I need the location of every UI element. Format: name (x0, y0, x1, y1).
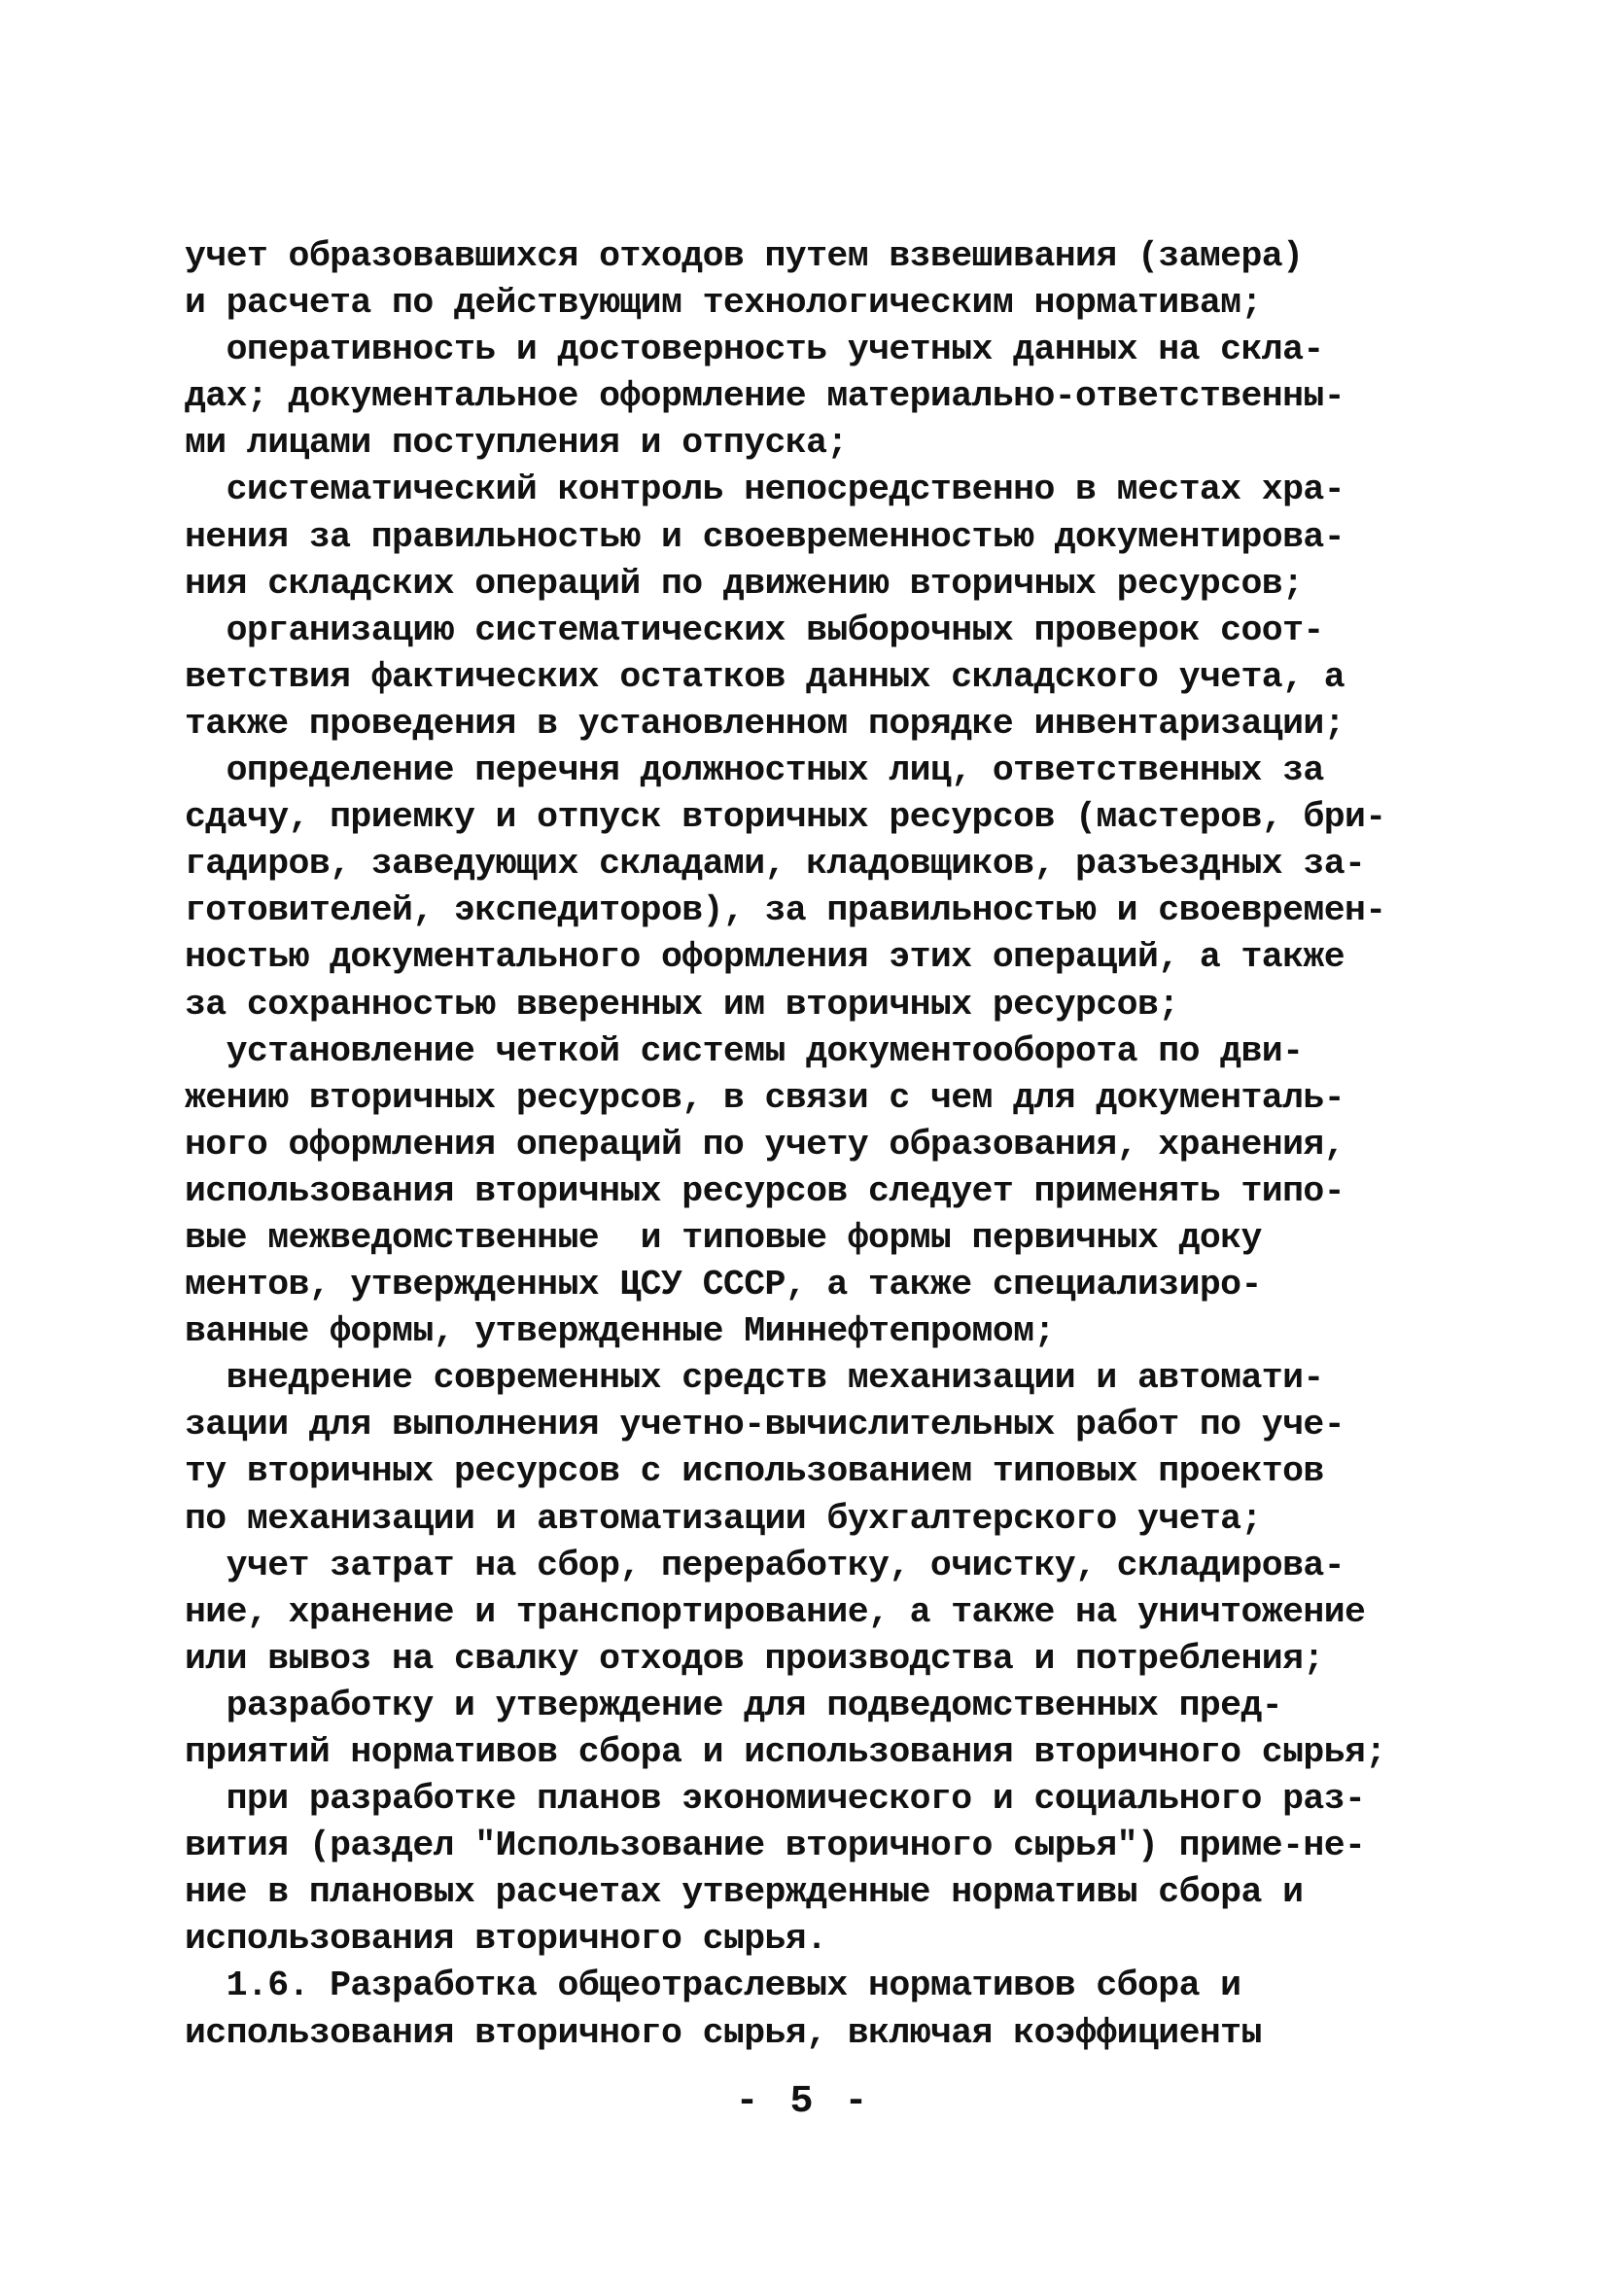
text-line: готовителей, экспедиторов), за правильностью и своевремен- (185, 890, 1386, 931)
text-line: внедрение современных средств механизации и автомати- (185, 1358, 1324, 1399)
text-line: учет образовавшихся отходов путем взвешивания (замера) (185, 236, 1304, 276)
text-line: разработку и утверждение для подведомственных пред- (185, 1685, 1283, 1725)
text-line: ми лицами поступления и отпуска; (185, 423, 848, 464)
text-line: за сохранностью вверенных им вторичных ресурсов; (185, 984, 1179, 1025)
text-line: жению вторичных ресурсов, в связи с чем для документаль- (185, 1077, 1345, 1118)
text-line: при разработке планов экономического и социального раз- (185, 1779, 1366, 1820)
text-line: приятий нормативов сбора и использования вторичного сырья; (185, 1732, 1386, 1772)
text-line: ментов, утвержденных ЦСУ СССР, а также специализиро- (185, 1265, 1262, 1305)
text-line: ветствия фактических остатков данных складского учета, а (185, 656, 1345, 697)
text-line: использования вторичного сырья. (185, 1919, 827, 1960)
text-line: и расчета по действующим технологическим нормативам; (185, 283, 1262, 324)
text-line: вые межведомственные и типовые формы первичных доку (185, 1217, 1262, 1258)
text-line: сдачу, приемку и отпуск вторичных ресурсов (мастеров, бри- (185, 797, 1386, 838)
text-line: зации для выполнения учетно-вычислительных работ по уче- (185, 1405, 1345, 1445)
text-line: систематический контроль непосредственно в местах хра- (185, 470, 1345, 510)
text-line: ние, хранение и транспортирование, а также на уничтожение (185, 1591, 1366, 1632)
text-line: гадиров, заведующих складами, кладовщиков, разъездных за- (185, 844, 1366, 885)
text-line: ние в плановых расчетах утвержденные нормативы сбора и (185, 1872, 1304, 1913)
text-line: определение перечня должностных лиц, ответственных за (185, 750, 1324, 791)
text-line: учет затрат на сбор, переработку, очистку, складирова- (185, 1545, 1345, 1585)
page-number: - 5 - (735, 2080, 872, 2124)
text-line: установление четкой системы документооборота по дви- (185, 1030, 1304, 1071)
text-line: ного оформления операций по учету образования, хранения, (185, 1124, 1345, 1165)
text-line: организацию систематических выборочных проверок соот- (185, 609, 1324, 650)
text-line: вития (раздел "Использование вторичного сырья") приме-не- (185, 1826, 1366, 1866)
body-text (185, 233, 1439, 2057)
text-line: по механизации и автоматизации бухгалтерского учета; (185, 1498, 1262, 1539)
text-line: ния складских операций по движению вторичных ресурсов; (185, 563, 1304, 604)
text-line: также проведения в установленном порядке инвентаризации; (185, 703, 1345, 744)
text-line: оперативность и достоверность учетных данных на скла- (185, 330, 1324, 370)
text-line: ванные формы, утвержденные Миннефтепромом; (185, 1311, 1055, 1352)
text-line: 1.6. Разработка общеотраслевых нормативов сбора и (185, 1966, 1241, 2006)
text-line: использования вторичных ресурсов следует применять типо- (185, 1170, 1345, 1211)
text-line: использования вторичного сырья, включая коэффициенты (185, 2012, 1262, 2053)
text-line: ностью документального оформления этих операций, а также (185, 937, 1345, 978)
text-line: или вывоз на свалку отходов производства и потребления; (185, 1638, 1324, 1679)
text-line: нения за правильностью и своевременностью документирова- (185, 516, 1345, 557)
text-line: ту вторичных ресурсов с использованием типовых проектов (185, 1451, 1324, 1492)
text-line: дах; документальное оформление материально-ответственны- (185, 376, 1345, 417)
